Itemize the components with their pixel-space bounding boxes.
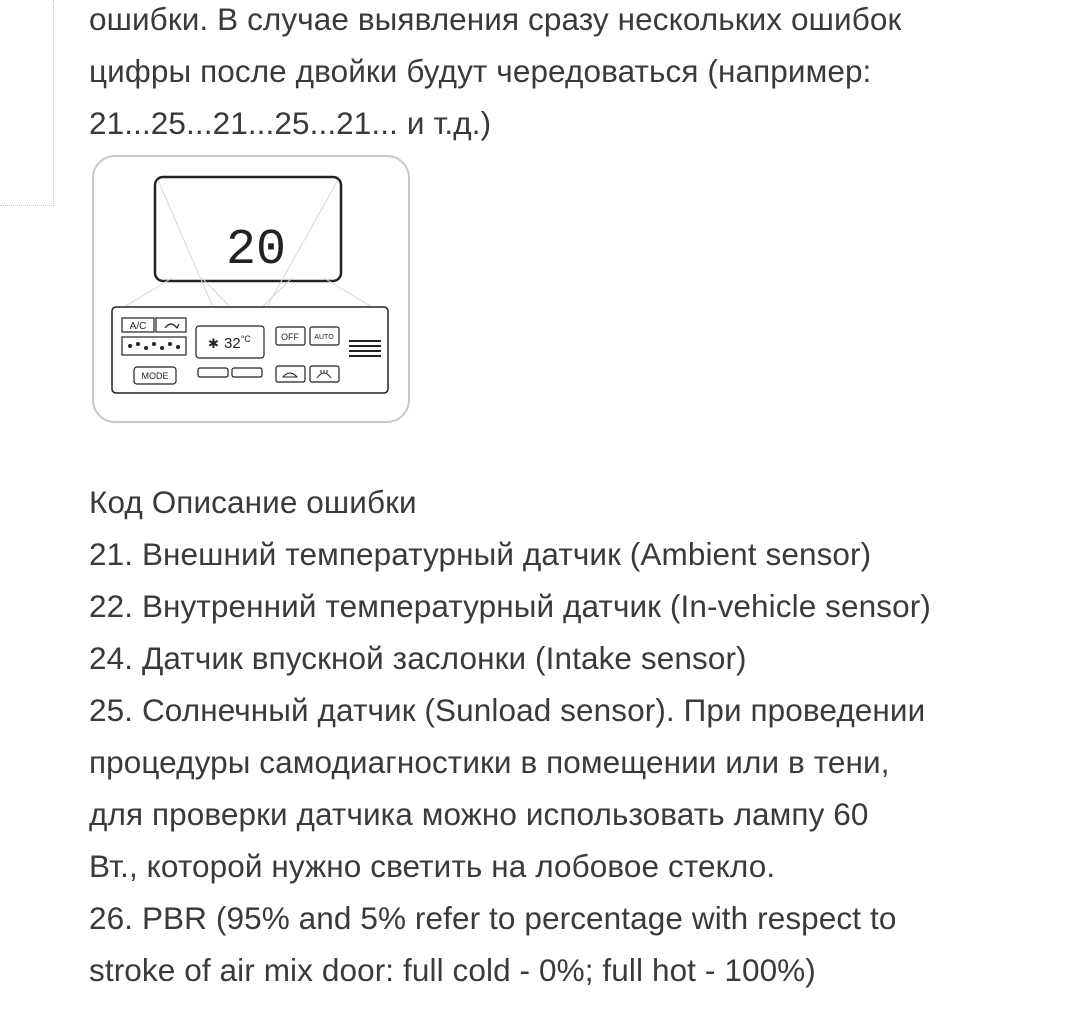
error-line: процедуры самодиагностики в помещении или в тени, xyxy=(89,744,890,780)
error-line: 22. Внутренний температурный датчик (In-vehicle sensor) xyxy=(89,588,931,624)
temperature-unit: °C xyxy=(240,334,251,344)
temperature-number: 32 xyxy=(224,335,241,352)
error-line: 25. Солнечный датчик (Sunload sensor). При проведении xyxy=(89,692,926,728)
temp-up-button xyxy=(232,368,262,377)
error-line: 21. Внешний температурный датчик (Ambient sensor) xyxy=(89,536,872,572)
intro-line: 21...25...21...25...21... и т.д.) xyxy=(89,105,492,141)
front-defrost-button xyxy=(310,366,339,382)
table-header: Код Описание ошибки xyxy=(89,484,417,520)
intro-line: ошибки. В случае выявления сразу нескольких ошибок xyxy=(89,1,902,37)
intro-paragraph xyxy=(89,0,1064,149)
error-code-list xyxy=(89,476,1064,996)
mode-button-label: MODE xyxy=(141,371,169,381)
display-code: 20 xyxy=(225,222,287,279)
error-line: для проверки датчика можно использовать лампу 60 xyxy=(89,796,869,832)
error-line: 24. Датчик впускной заслонки (Intake sensor) xyxy=(89,640,747,676)
fan-icon: ✱ xyxy=(208,336,219,351)
intro-line: цифры после двойки будут чередоваться (например: xyxy=(89,53,872,89)
sidebar-edge xyxy=(0,0,54,206)
auto-button-label: AUTO xyxy=(314,334,334,341)
rear-defrost-button xyxy=(276,366,305,382)
error-line: Вт., которой нужно светить на лобовое стекло. xyxy=(89,848,776,884)
off-button-label: OFF xyxy=(281,332,299,342)
recirculation-button xyxy=(156,318,186,332)
ac-button-label: A/C xyxy=(129,321,147,332)
error-line: 26. PBR (95% and 5% refer to percentage with respect to xyxy=(89,900,897,936)
error-line: stroke of air mix door: full cold - 0%; full hot - 100%) xyxy=(89,952,816,988)
temp-down-button xyxy=(198,368,228,377)
climate-panel-diagram xyxy=(92,155,410,423)
